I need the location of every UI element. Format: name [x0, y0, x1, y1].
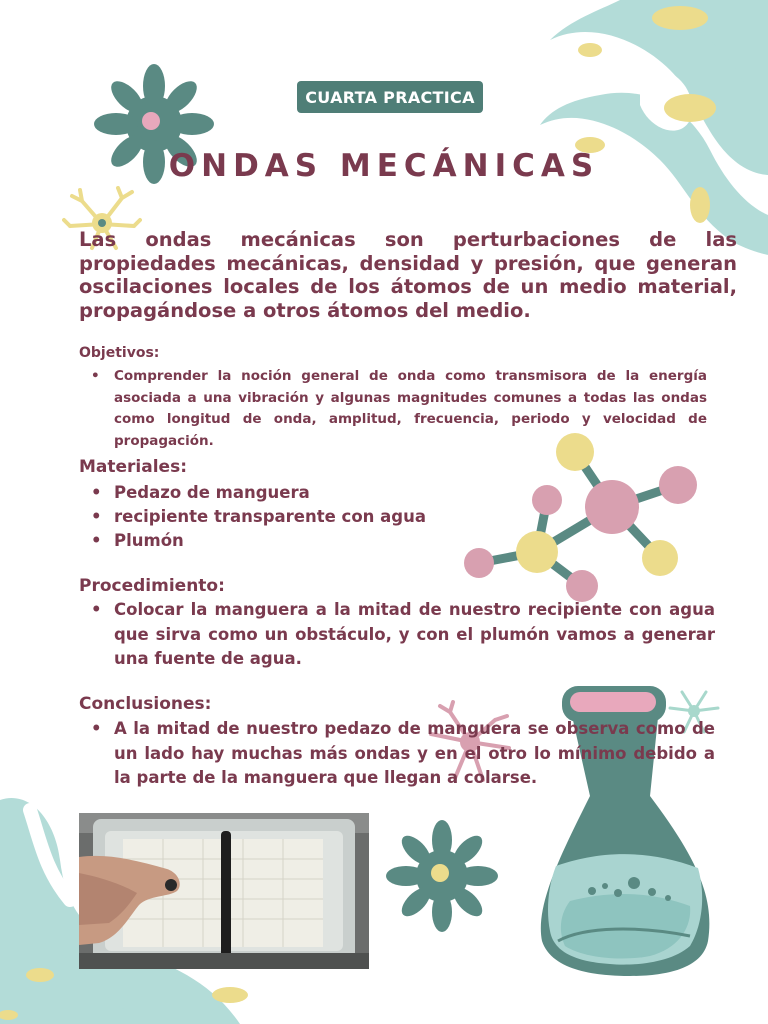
materials-list [79, 481, 479, 553]
list-item: • Plumón [79, 529, 479, 553]
procedure-list [79, 598, 715, 672]
virus-icon [382, 816, 502, 936]
objectives-list [79, 366, 707, 452]
list-item: • Comprender la noción general de onda como transmisora de la energía asociada a una vibración y algunas magnitudes comunes a todas las ondas como longitud de onda, amplitud, frecuencia, periodo y velocidad de propagación. [79, 366, 707, 452]
materials-heading: Materiales: [79, 457, 188, 477]
list-item: • A la mitad de nuestro pedazo de manguera se observa como de un lado hay muchas más ondas y en el otro lo mínimo debido a la parte de la manguera que llegan a colarse. [79, 717, 715, 791]
conclusions-list [79, 717, 715, 791]
list-item: • recipiente transparente con agua [79, 505, 479, 529]
list-item: • Pedazo de manguera [79, 481, 479, 505]
intro-paragraph: Las ondas mecánicas son perturbaciones de las propiedades mecánicas, densidad y presión, que generan oscilaciones locales de los átomos de un medio material, propagándose a otros átomos del medio. [79, 228, 737, 322]
list-item: • Colocar la manguera a la mitad de nuestro recipiente con agua que sirva como un obstáculo, y con el plumón vamos a generar una fuente de agua. [79, 598, 715, 672]
molecule-icon [455, 430, 705, 605]
section-badge: CUARTA PRACTICA [297, 81, 483, 113]
experiment-photo [79, 813, 369, 969]
page-title: ONDAS MECÁNICAS [168, 148, 600, 184]
conclusions-heading: Conclusiones: [79, 694, 212, 714]
procedure-heading: Procedimiento: [79, 576, 225, 596]
objectives-heading: Objetivos: [79, 345, 160, 361]
